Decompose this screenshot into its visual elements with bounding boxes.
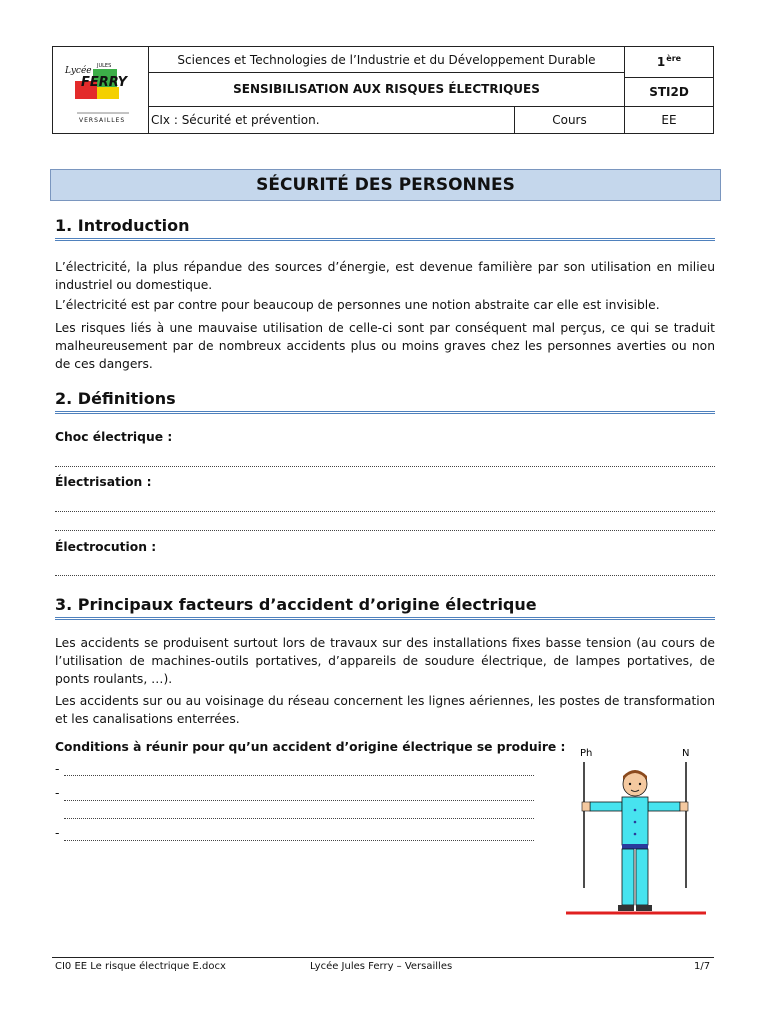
answer-line[interactable] bbox=[55, 511, 715, 512]
condition-dash: - bbox=[55, 762, 60, 776]
footer-rule bbox=[52, 957, 714, 958]
answer-line[interactable] bbox=[55, 466, 715, 467]
section-code: STI2D bbox=[624, 77, 713, 106]
footer-filename: CI0 EE Le risque électrique E.docx bbox=[55, 961, 226, 972]
definition-label-electrocution: Électrocution : bbox=[55, 540, 157, 554]
answer-line[interactable] bbox=[64, 800, 534, 801]
footer-page-number: 1/7 bbox=[694, 961, 711, 972]
domain-code: EE bbox=[624, 106, 713, 133]
course-title: SENSIBILISATION AUX RISQUES ÉLECTRIQUES bbox=[148, 72, 624, 106]
person-between-phase-and-neutral-figure bbox=[560, 740, 720, 920]
factors-paragraph-1: Les accidents se produisent surtout lors de travaux sur des installations fixes basse tension (au cours de l’utilisation de machines-outils portatives, d’appareils de soudure électrique, de lampes portatives, de ponts roulants, …). bbox=[55, 636, 715, 686]
logo-text-versailles: VERSAILLES bbox=[79, 117, 126, 124]
program-name: Sciences et Technologies de l’Industrie et du Développement Durable bbox=[148, 47, 624, 72]
intro-paragraph-2: L’électricité est par contre pour beaucoup de personnes une notion abstraite car elle est invisible. bbox=[55, 298, 660, 312]
ci-label: CIx : Sécurité et prévention. bbox=[148, 106, 514, 133]
answer-line[interactable] bbox=[55, 530, 715, 531]
intro-paragraph-3: Les risques liés à une mauvaise utilisation de celle-ci sont par conséquent mal perçus, ce qui se traduit malheureusement par de nombreux accidents plus ou moins graves chez les personnes averties ou non de ces dangers. bbox=[55, 321, 715, 371]
answer-line[interactable] bbox=[64, 775, 534, 776]
page-title: SÉCURITÉ DES PERSONNES bbox=[50, 169, 721, 201]
answer-line[interactable] bbox=[55, 575, 715, 576]
logo-text-ferry: FERRY bbox=[81, 75, 128, 90]
section-2-heading: 2. Définitions bbox=[55, 389, 176, 408]
section-1-heading: 1. Introduction bbox=[55, 216, 190, 235]
logo-text-lycee: Lycée bbox=[65, 66, 92, 76]
answer-line[interactable] bbox=[64, 840, 534, 841]
logo-text-jules: JULES bbox=[97, 63, 112, 69]
footer-school: Lycée Jules Ferry – Versailles bbox=[310, 961, 453, 972]
doc-type: Cours bbox=[514, 106, 624, 133]
level-suffix: ère bbox=[666, 53, 682, 63]
neutral-label: N bbox=[682, 748, 690, 759]
school-logo bbox=[53, 47, 148, 133]
condition-dash: - bbox=[55, 786, 60, 800]
level-number: 1 bbox=[656, 55, 666, 69]
intro-paragraph-1: L’électricité, la plus répandue des sources d’énergie, est devenue familière par son utilisation en milieu industriel ou domestique. bbox=[55, 260, 715, 292]
answer-line[interactable] bbox=[64, 818, 534, 819]
section-3-rule bbox=[55, 617, 715, 620]
condition-dash: - bbox=[55, 826, 60, 840]
header-table bbox=[52, 46, 714, 134]
level bbox=[624, 47, 713, 77]
definition-label-electrisation: Électrisation : bbox=[55, 475, 152, 489]
section-3-heading: 3. Principaux facteurs d’accident d’origine électrique bbox=[55, 595, 537, 614]
factors-paragraph-2: Les accidents sur ou au voisinage du réseau concernent les lignes aériennes, les postes de transformation et les canalisations enterrées. bbox=[55, 694, 715, 726]
section-2-rule bbox=[55, 411, 715, 414]
conditions-label: Conditions à réunir pour qu’un accident d’origine électrique se produire : bbox=[55, 740, 566, 754]
phase-label: Ph bbox=[580, 748, 593, 759]
section-1-rule bbox=[55, 238, 715, 241]
definition-label-choc: Choc électrique : bbox=[55, 430, 173, 444]
